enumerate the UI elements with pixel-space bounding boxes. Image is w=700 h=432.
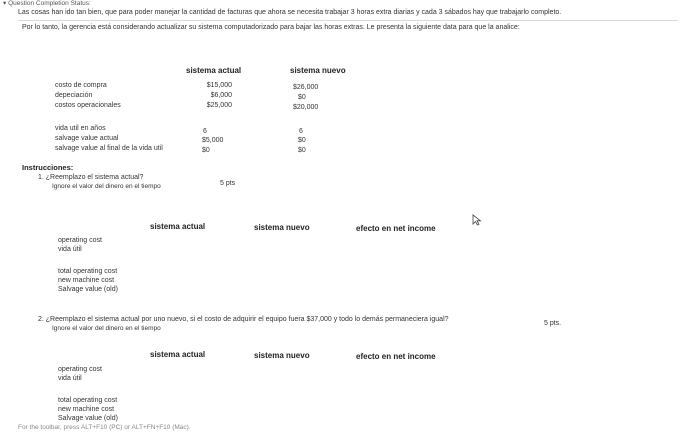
row-label-vida-util: vida util en años	[55, 125, 106, 132]
answer1-row-salvage-old: Salvage value (old)	[58, 286, 118, 293]
question-1: 1. ¿Reemplazo el sistema actual?	[38, 174, 144, 181]
col-header-actual: sistema actual	[186, 66, 242, 75]
question-1-note: Ignore el valor del dinero en el tiempo	[52, 183, 161, 190]
value-actual-costos-operacionales: $25,000	[206, 102, 232, 109]
question-2-note: Ignore el valor del dinero en el tiempo	[52, 325, 161, 332]
answer2-row-salvage-old: Salvage value (old)	[58, 415, 118, 422]
question-1-points: 5 pts	[220, 180, 236, 187]
row-label-depreciacion: depeciación	[55, 92, 93, 99]
answer1-row-total-operating-cost: total operating cost	[58, 268, 118, 275]
row-label-costo-compra: costo de compra	[55, 82, 107, 89]
toolbar-hint: For the toolbar, press ALT+F10 (PC) or ALT+FN+F10 (Mac).	[18, 424, 191, 431]
value-nuevo-salvage-final: $0	[298, 147, 306, 154]
answer1-row-new-machine-cost: new machine cost	[58, 277, 115, 284]
answer1-col-efecto: efecto en net income	[356, 224, 436, 233]
question-2: 2. ¿Reemplazo el sistema actual por uno nuevo, si el costo de adquirir el equipo fuera $37,000 y todo lo demás permaneciera igual?	[38, 316, 449, 323]
answer1-row-vida-util: vida útil	[58, 246, 82, 253]
answer2-row-new-machine-cost: new machine cost	[58, 406, 115, 413]
answer1-row-operating-cost: operating cost	[58, 237, 102, 244]
answer2-col-efecto: efecto en net income	[356, 352, 436, 361]
question-2-points: 5 pts.	[544, 320, 562, 327]
value-actual-salvage-final: $0	[202, 147, 210, 154]
collapse-icon[interactable]: ▾	[3, 0, 7, 7]
col-header-nuevo: sistema nuevo	[290, 66, 346, 75]
answer2-row-operating-cost: operating cost	[58, 366, 102, 373]
answer2-row-vida-util: vida útil	[58, 375, 82, 382]
intro-paragraph-1: Las cosas han ido tan bien, que para poder manejar la cantidad de facturas que ahora se necesita trabajar 3 horas extra diarias y cada 3 sábados hay que trabajarlo completo.	[18, 9, 562, 16]
divider	[18, 20, 678, 21]
row-label-salvage-final: salvage value al final de la vida util	[55, 145, 163, 152]
answer2-row-total-operating-cost: total operating cost	[58, 397, 118, 404]
value-actual-salvage-actual: $5,000	[202, 137, 224, 144]
answer2-col-actual: sistema actual	[150, 350, 206, 359]
question-status	[3, 0, 91, 8]
value-nuevo-vida-util: 6	[299, 128, 303, 135]
value-nuevo-costo-compra: $26,000	[293, 84, 319, 91]
value-actual-depreciacion: $6,000	[210, 92, 232, 99]
value-actual-vida-util: 6	[203, 128, 207, 135]
intro-paragraph-2: Por lo tanto, la gerencia está considerando actualizar su sistema computadorizado para bajar las horas extras. Le presenta la siguiente data para que la analice:	[22, 24, 520, 31]
row-label-costos-operacionales: costos operacionales	[55, 102, 121, 109]
mouse-pointer-icon	[472, 214, 482, 226]
value-nuevo-costos-operacionales: $20,000	[293, 104, 319, 111]
answer1-col-nuevo: sistema nuevo	[254, 223, 310, 232]
answer2-col-nuevo: sistema nuevo	[254, 351, 310, 360]
answer1-col-actual: sistema actual	[150, 222, 206, 231]
question-status-label: Question Completion Status:	[8, 0, 91, 7]
row-label-salvage-actual: salvage value actual	[55, 135, 119, 142]
value-nuevo-depreciacion: $0	[298, 94, 306, 101]
value-nuevo-salvage-actual: $0	[298, 137, 306, 144]
instructions-title: Instrucciones:	[22, 163, 74, 172]
value-actual-costo-compra: $15,000	[206, 82, 232, 89]
